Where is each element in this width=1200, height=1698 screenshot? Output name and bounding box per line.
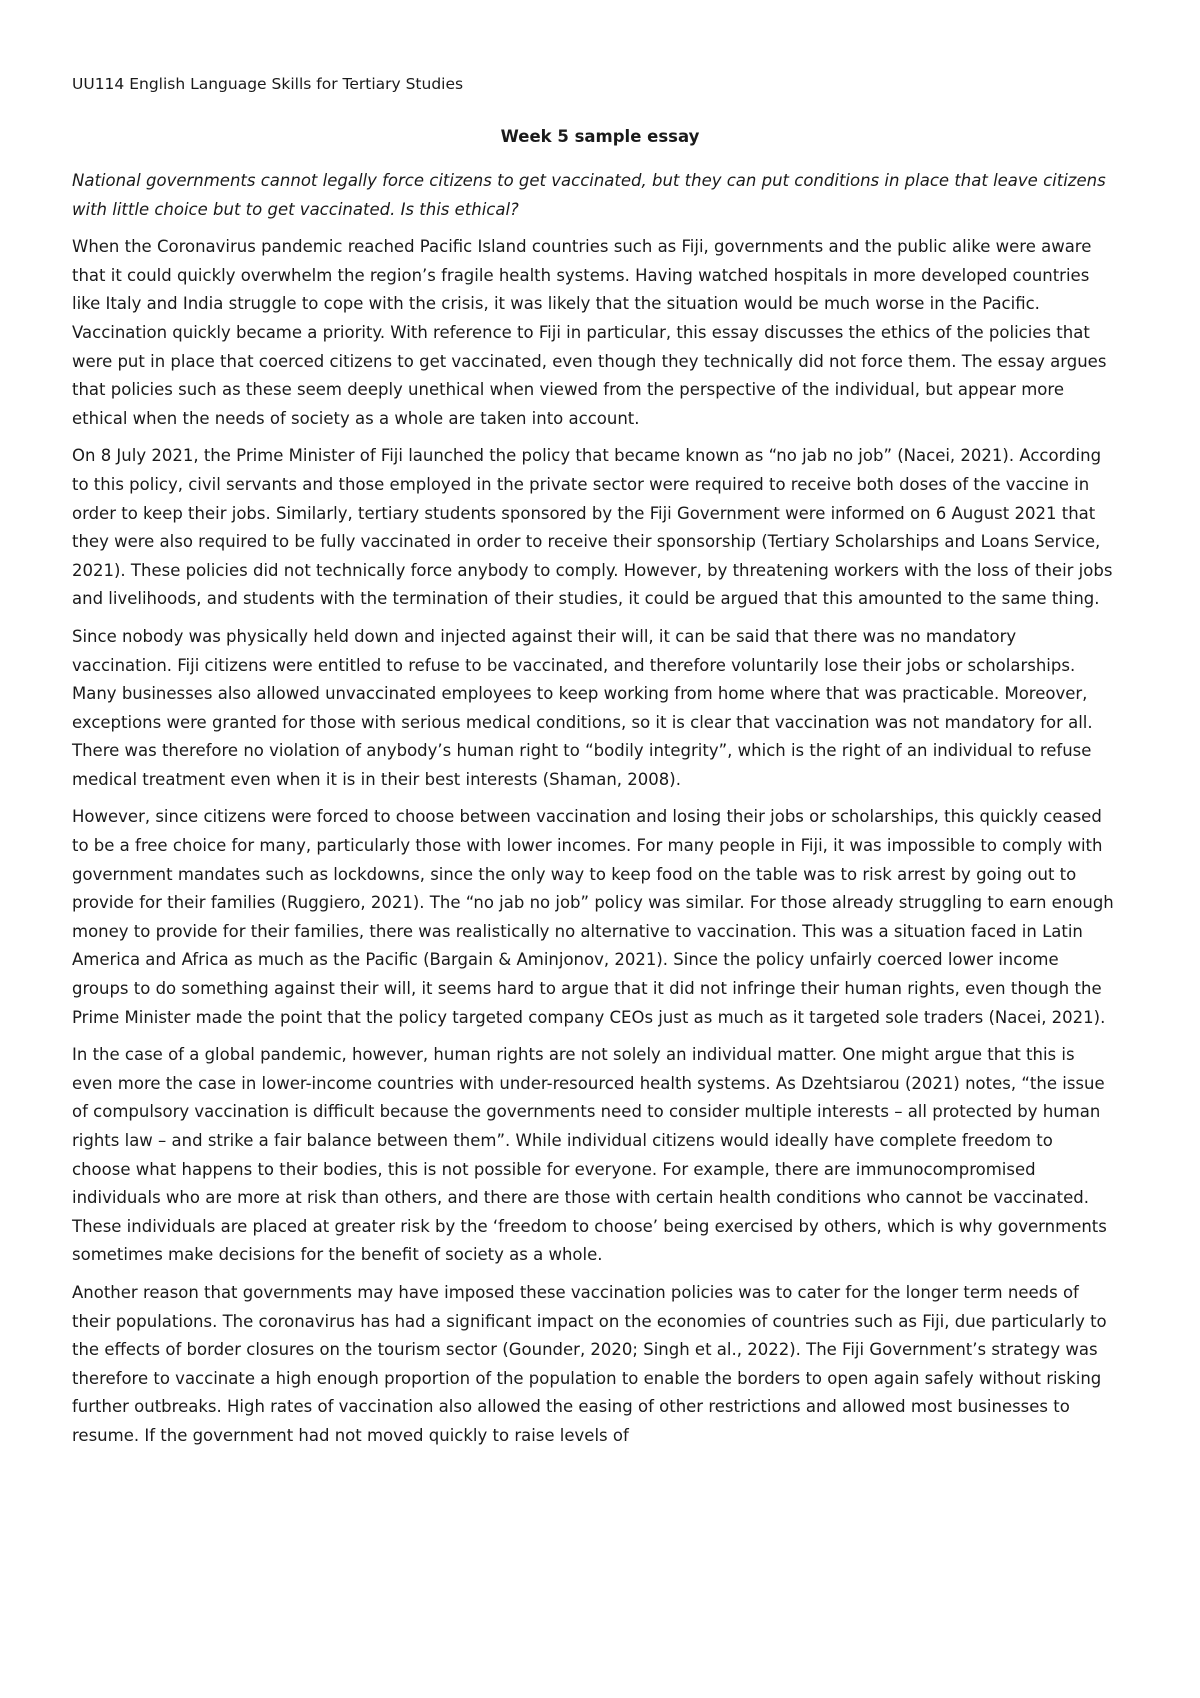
paragraph-introduction: When the Coronavirus pandemic reached Pacific Island countries such as Fiji, governments and the public alike were aware that it could quickly overwhelm the region’s fragile health systems. Having watched hospitals in more developed countries like Italy and India struggle to cope with the crisis, it was likely that the situation would be much worse in the Pacific. Vaccination quickly became a priority. With reference to Fiji in particular, this essay discusses the ethics of the policies that were put in place that coerced citizens to get vaccinated, even though they technically did not force them. The essay argues that policies such as these seem deeply unethical when viewed from the perspective of the individual, but appear more ethical when the needs of society as a whole are taken into account. xyxy=(72,237,1107,428)
paragraph-4: However, since citizens were forced to choose between vaccination and losing their jobs or scholarships, this quickly ceased to be a free choice for many, particularly those with lower incomes. For many people in Fiji, it was impossible to comply with government mandates such as lockdowns, since the only way to keep food on the table was to risk arrest by going out to provide for their families (Ruggiero, 2021). The “no jab no job” policy was similar. For those already struggling to earn enough money to provide for their families, there was realistically no alternative to vaccination. This was a situation faced in Latin America and Africa as much as the Pacific (Bargain & Aminjonov, 2021). Since the policy unfairly coerced lower income groups to do something against their will, it seems hard to argue that it did not infringe their human rights, even though the Prime Minister made the point that the policy targeted company CEOs just as much as it targeted sole traders (Nacei, 2021). xyxy=(72,807,1114,1027)
document-header: UU114 English Language Skills for Tertiary Studies xyxy=(72,75,464,93)
paragraph-6: Another reason that governments may have imposed these vaccination policies was to cater for the longer term needs of their populations. The coronavirus has had a significant impact on the economies of countries such as Fiji, due particularly to the effects of border closures on the tourism sector (Gounder, 2020; Singh et al., 2022). The Fiji Government’s strategy was therefore to vaccinate a high enough proportion of the population to enable the borders to open again safely without risking further outbreaks. High rates of vaccination also allowed the easing of other restrictions and allowed most businesses to resume. If the government had not moved quickly to raise levels of xyxy=(72,1282,1107,1445)
paragraph-5: In the case of a global pandemic, however, human rights are not solely an individual matter. One might argue that this is even more the case in lower-income countries with under-resourced health systems. As Dzehtsiarou (2021) notes, “the issue of compulsory vaccination is difficult because the governments need to consider multiple interests – all protected by human rights law – and strike a fair balance between them”. While individual citizens would ideally have complete freedom to choose what happens to their bodies, this is not possible for everyone. For example, there are immunocompromised individuals who are more at risk than others, and there are those with certain health conditions who cannot be vaccinated. These individuals are placed at greater risk by the ‘freedom to choose’ being exercised by others, which is why governments sometimes make decisions for the benefit of society as a whole. xyxy=(72,1045,1107,1265)
essay-question: National governments cannot legally force citizens to get vaccinated, but they can put conditions in place that leave citizens with little choice but to get vaccinated. Is this ethical? xyxy=(72,171,1106,219)
paragraph-3: Since nobody was physically held down and injected against their will, it can be said that there was no mandatory vaccination. Fiji citizens were entitled to refuse to be vaccinated, and therefore voluntarily lose their jobs or scholarships. Many businesses also allowed unvaccinated employees to keep working from home where that was practicable. Moreover, exceptions were granted for those with serious medical conditions, so it is clear that vaccination was not mandatory for all. There was therefore no violation of anybody’s human right to “bodily integrity”, which is the right of an individual to refuse medical treatment even when it is in their best interests (Shaman, 2008). xyxy=(72,626,1093,789)
paragraph-2: On 8 July 2021, the Prime Minister of Fiji launched the policy that became known as “no jab no job” (Nacei, 2021). According to this policy, civil servants and those employed in the private sector were required to receive both doses of the vaccine in order to keep their jobs. Similarly, tertiary students sponsored by the Fiji Government were informed on 6 August 2021 that they were also required to be fully vaccinated in order to receive their sponsorship (Tertiary Scholarships and Loans Service, 2021). These policies did not technically force anybody to comply. However, by threatening workers with the loss of their jobs and livelihoods, and students with the termination of their studies, it could be argued that this amounted to the same thing. xyxy=(72,446,1113,609)
document-title: Week 5 sample essay xyxy=(500,127,700,146)
essay-body xyxy=(72,167,1114,1460)
